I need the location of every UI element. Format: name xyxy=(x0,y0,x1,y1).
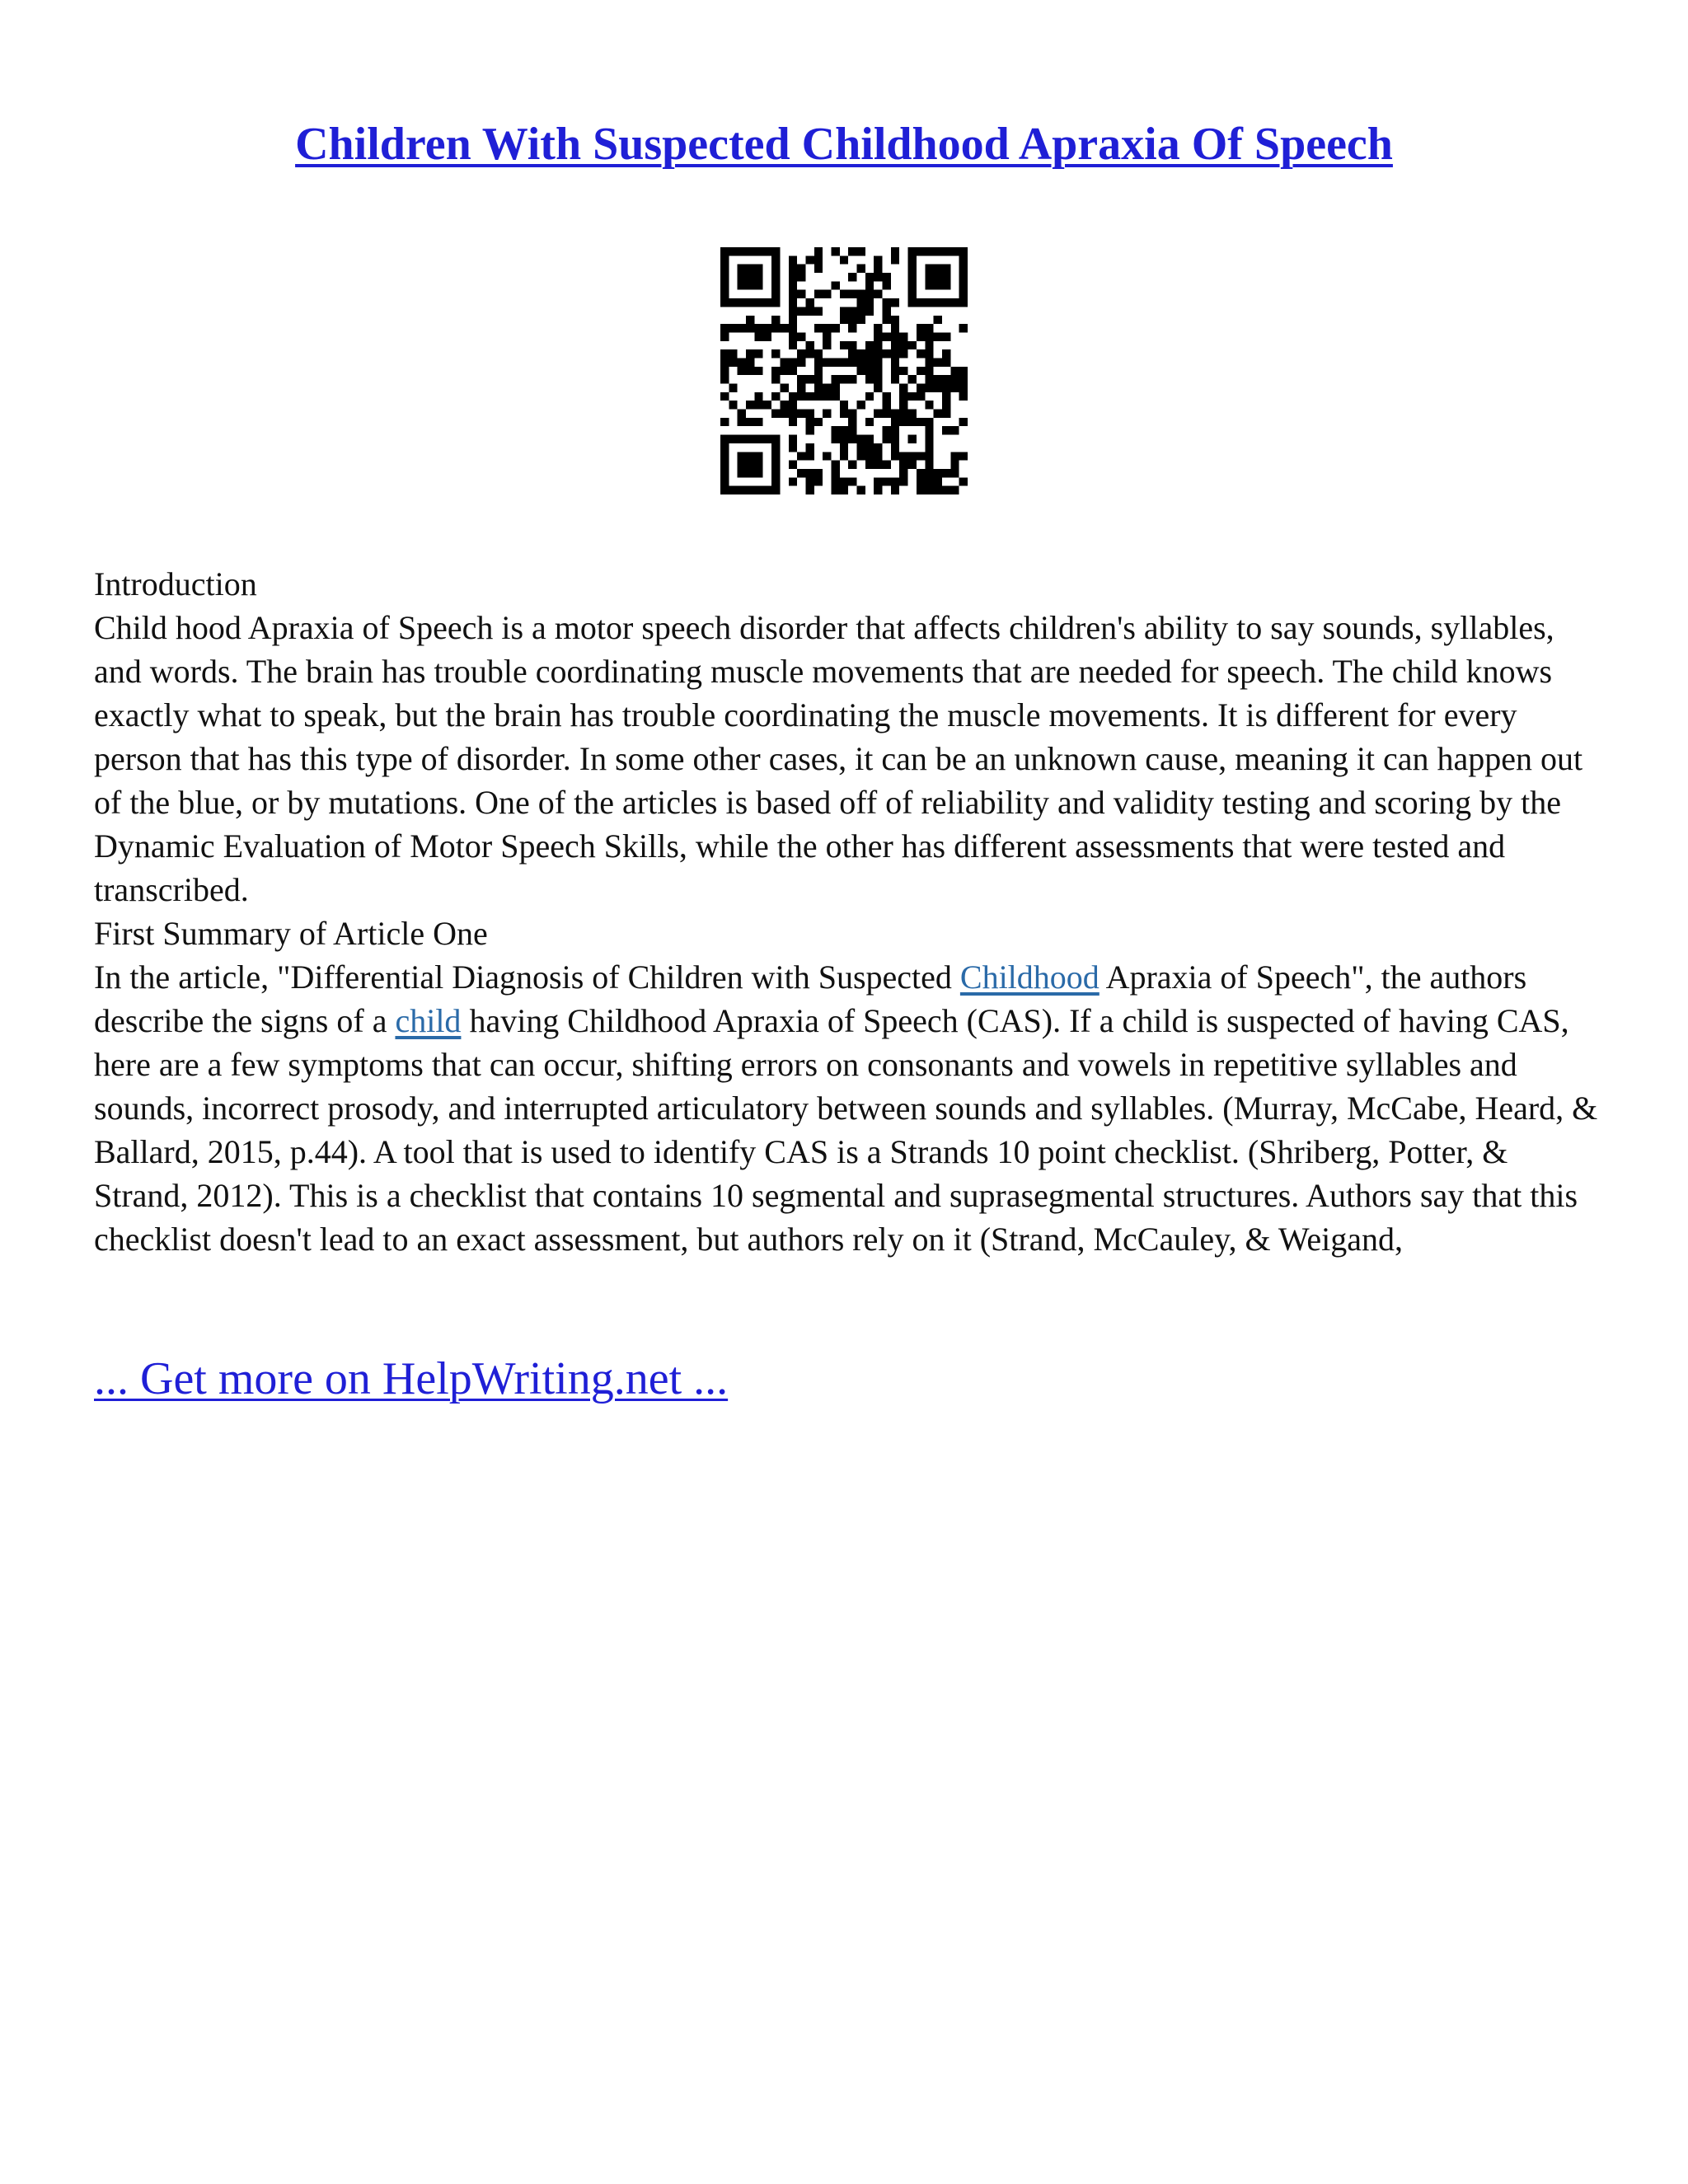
paragraph-text: Apraxia of Speech", the authors describe the signs of a xyxy=(94,958,1527,1039)
paragraph-text: In the article, "Differential Diagnosis of Children with Suspected xyxy=(94,958,960,996)
childhood-link[interactable]: Childhood xyxy=(959,958,1100,996)
section-heading-introduction: Introduction xyxy=(94,565,257,602)
introduction-paragraph: Child hood Apraxia of Speech is a motor speech disorder that affects children's ability to say sounds, syllables, and words. The brain has trouble coordinating muscle movements that are needed for speech. The child knows exactly what to speak, but the brain has trouble coordinating the muscle movements. It is different for every person that has this type of disorder. In some other cases, it can be an unknown cause, meaning it can happen out of the blue, or by mutations. One of the articles is based off of reliability and validity testing and scoring by the Dynamic Evaluation of Motor Speech Skills, while the other has different assessments that were tested and transcribed. xyxy=(94,609,1583,908)
get-more-footer xyxy=(94,1350,728,1408)
section-heading-first-summary: First Summary of Article One xyxy=(94,915,488,952)
get-more-link[interactable]: ... Get more on HelpWriting.net ... xyxy=(94,1353,729,1404)
first-summary-paragraph xyxy=(94,955,1602,1261)
title-link[interactable]: Children With Suspected Childhood Apraxia Of Speech xyxy=(295,119,1393,170)
document-body xyxy=(94,562,1602,1261)
document-title xyxy=(0,115,1688,173)
child-link[interactable]: child xyxy=(395,1002,462,1039)
qr-code-icon xyxy=(720,247,968,494)
paragraph-text: having Childhood Apraxia of Speech (CAS). If a child is suspected of having CAS, here are a few symptoms that can occur, shifting errors on consonants and vowels in repetitive syllables and sounds, incorrect prosody, and interrupted articulatory between sounds and syllables. (Murray, McCabe, Heard, & Ballard, 2015, p.44). A tool that is used to identify CAS is a Strands 10 point checklist. (Shriberg, Potter, & Strand, 2012). This is a checklist that contains 10 segmental and suprasegmental structures. Authors say that this checklist doesn't lead to an exact assessment, but authors rely on it (Strand, McCauley, & Weigand, xyxy=(94,1002,1598,1258)
